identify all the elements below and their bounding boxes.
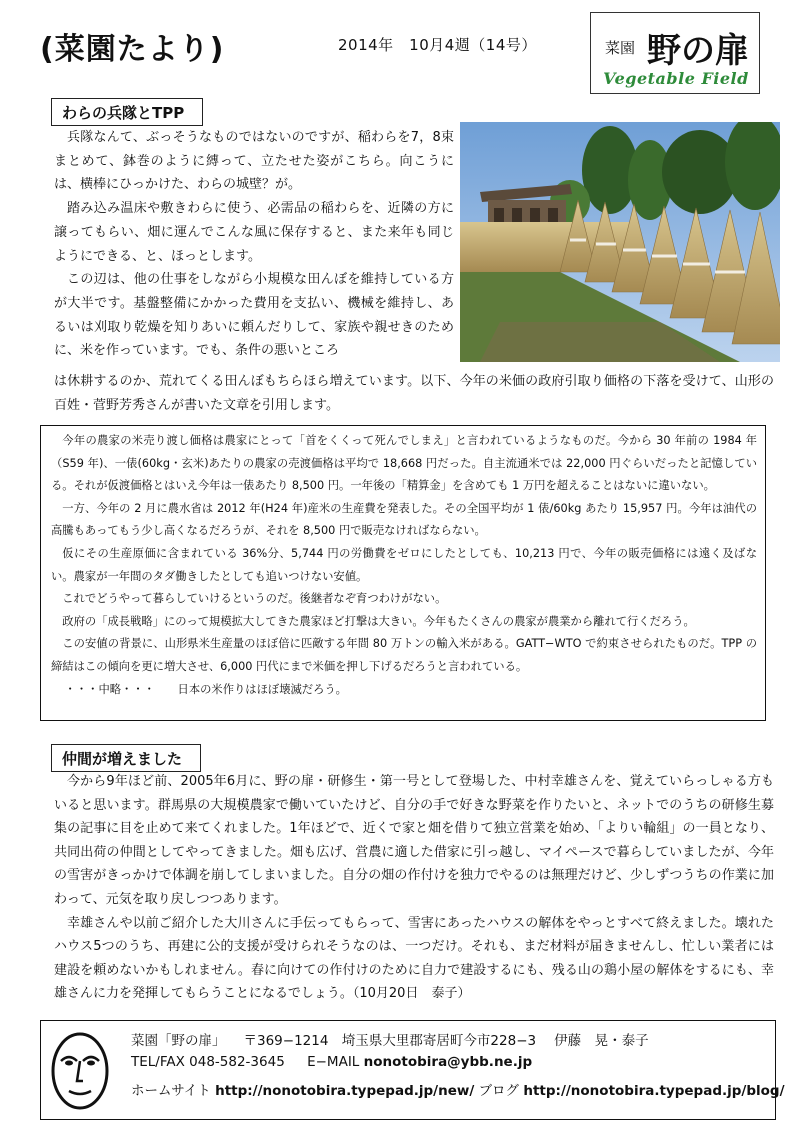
article-new-member: [54, 770, 774, 1006]
paragraph: 今から9年ほど前、2005年6月に、野の扉・研修生・第一号として登場した、中村幸雄さんを、覚えていらっしゃる方もいると思います。群馬県の大規模農家で働いていたけど、自分の手で好きな野菜を作りたいと、ネットでのうちの研修生募集の記事に目を止めて来てくれました。1年ほどで、近くで家と畑を借りて独立営業を始め、「よりい輪組」の一員となり、共同出荷の仲間としてやってきました。畑も広げ、営農に適した借家に引っ越し、マイペースで暮らしていましたが、今年の雪害がきっかけで体調を崩してしまいました。自分の畑の作付けを独力でやるのは無理だけど、少しずつうちの作業に加わって、元気を取り戻しつつあります。: [54, 774, 774, 907]
owners: 伊藤 晃・泰子: [554, 1033, 649, 1049]
quote-paragraph: 仮にその生産原価に含まれている 36%分、5,744 円の労働費をゼロにしたとしても、10,213 円で、今年の販売価格には遠く及ばない。農家が一年間のタダ働きしたとしても追いつけない安値。: [51, 546, 757, 583]
quote-paragraph: 今年の農家の米売り渡し価格は農家にとって「首をくくって死んでしまえ」と言われているようなものだ。今から 30 年前の 1984 年（S59 年)、一俵(60kg・玄米)あたりの農家の売渡価格は平均で 18,668 円だった。自主流通米では 22,000 円ぐらいだったと記憶している。それが仮渡価格とはいえ今年は一俵あたり 8,500 円。一年後の「精算金」を含めても 1 万円を超えることはないに違いない。: [51, 434, 757, 493]
email-label: E−MAIL: [307, 1054, 360, 1070]
footer-contact-line: [131, 1054, 532, 1070]
paragraph: 踏み込み温床や敷きわらに使う、必需品の稲わらを、近隣の方に譲ってもらい、畑に運んでこんな風に保存すると、また来年も同じようにできる、と、ほっとします。: [54, 201, 454, 264]
logo-prefix: 菜園: [605, 39, 636, 57]
email-link[interactable]: nonotobira@ybb.ne.jp: [363, 1054, 533, 1070]
paragraph: は休耕するのか、荒れてくる田んぼもちらほら増えています。以下、今年の米価の政府引取り価格の下落を受けて、山形の百姓・菅野芳秀さんが書いた文章を引用します。: [54, 374, 774, 413]
quote-closing: ・・・中略・・・ 日本の米作りはほぼ壊滅だろう。: [64, 682, 347, 696]
quote-paragraph: この安値の背景に、山形県米生産量のほぼ倍に匹敵する年間 80 万トンの輸入米がある。GATT−WTO で約束させられたものだ。TPP の締結はこの傾向を更に増大させ、6,000 円代にまで米価を押し下げるだろうと言われている。: [51, 637, 757, 673]
logo: [590, 12, 760, 94]
blog-label: ブログ: [478, 1083, 520, 1099]
footer-web-line: [131, 1079, 785, 1099]
quote-paragraph: これでどうやって暮らしていけるというのだ。後継者なぞ育つわけがない。: [62, 592, 447, 606]
tel-number: 048-582-3645: [189, 1054, 285, 1070]
issue-date: 2014年 10月4週（14号）: [338, 36, 537, 54]
quote-paragraph: 政府の「成長戦略」にのって規模拡大してきた農家ほど打撃は大きい。今年もたくさんの農家が農業から離れて行くだろう。: [62, 614, 695, 628]
section-heading-new-member: 仲間が増えました: [51, 744, 201, 772]
article-straw-soldiers: [54, 126, 454, 363]
paragraph: この辺は、他の仕事をしながら小規模な田んぼを維持している方が大半です。基盤整備にかかった費用を支払い、機械を維持し、あるいは刈取り乾燥を知りあいに頼んだりして、家族や親せきのために、米を作っています。でも、条件の悪いところ: [54, 272, 454, 359]
paragraph: 幸雄さんや以前ご紹介した大川さんに手伝ってもらって、雪害にあったハウスの解体をやっとすべて終えました。壊れたハウス5つのうち、再建に公的支援が受けられそうなのは、一つだけ。それも、まだ材料が届きませんし、忙しい業者には建設を頼めないかもしれません。春に向けての作付けのために自力で建設するにも、残る山の鶏小屋の解体をするにも、幸雄さんに力を発揮してもらうことになるでしょう。（10月20日 泰子）: [54, 915, 774, 1002]
blog-url-link[interactable]: http://nonotobira.typepad.jp/blog/: [523, 1083, 785, 1099]
quote-paragraph: 一方、今年の 2 月に農水省は 2012 年(H24 年)産米の生産費を発表した。その全国平均が 1 俵/60kg あたり 15,957 円。今年は油代の高騰もあってもう少し高くなるだろうが、それを 8,500 円で販売なければならない。: [51, 501, 757, 538]
logo-subtitle: Vegetable Field: [603, 69, 749, 88]
contact-footer: [40, 1020, 785, 1120]
logo-main: 野の扉: [647, 31, 749, 71]
farm-name: 菜園「野の扉」: [131, 1033, 226, 1049]
rice-straw-photo: [460, 122, 780, 362]
mask-logo-icon: [49, 1031, 111, 1111]
section-heading-straw-soldiers: わらの兵隊とTPP: [51, 98, 203, 126]
postal-address: 〒369−1214 埼玉県大里郡寄居町今市228−3: [243, 1033, 537, 1049]
quoted-article: [40, 425, 766, 721]
article-straw-soldiers-continued: [54, 370, 774, 417]
newsletter-title: (菜園たより): [40, 32, 225, 67]
tel-label: TEL/FAX: [131, 1054, 185, 1070]
home-label: ホームサイト: [131, 1083, 211, 1099]
home-url-link[interactable]: http://nonotobira.typepad.jp/new/: [215, 1083, 475, 1099]
footer-address-line: [131, 1029, 649, 1049]
paragraph: 兵隊なんて、ぶっそうなものではないのですが、稲わらを7，8束まとめて、鉢巻のように縛って、立たせた姿がこちら。向こうには、横棒にひっかけた、わらの城壁？が。: [54, 130, 454, 193]
